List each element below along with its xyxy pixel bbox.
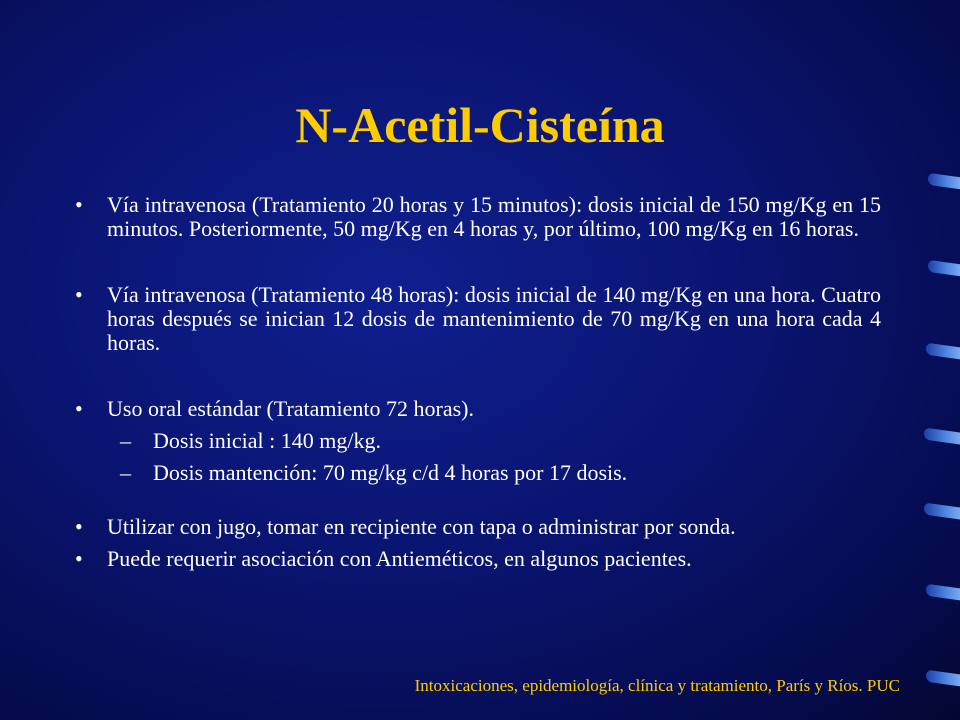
decoration-bar xyxy=(924,502,960,519)
sub-bullet-text: Dosis inicial : 140 mg/kg. xyxy=(153,428,381,453)
bullet-item xyxy=(75,397,881,421)
slide-title: N-Acetil-Cisteína xyxy=(295,97,665,153)
bullet-text: Vía intravenosa (Tratamiento 48 horas): dosis inicial de 140 mg/Kg en una hora. Cuatro horas después se inician 12 dosis de mantenimiento de 70 mg/Kg en una hora cada 4 horas. xyxy=(107,282,881,355)
decoration-bar xyxy=(926,670,960,687)
bullet-mark: • xyxy=(75,396,83,421)
citation-footer: Intoxicaciones, epidemiología, clínica y tratamiento, París y Ríos. PUC xyxy=(414,676,900,695)
decoration-bar xyxy=(928,260,960,276)
bullet-item xyxy=(75,547,881,571)
bullet-mark: • xyxy=(75,192,83,217)
bullet-mark: • xyxy=(75,282,83,307)
slide-content xyxy=(75,193,881,571)
bullet-mark: • xyxy=(75,546,83,571)
sub-bullet-item xyxy=(75,429,881,453)
sub-bullet-mark: – xyxy=(120,460,131,485)
bullet-item xyxy=(75,515,881,539)
decoration-bar xyxy=(924,427,960,444)
bullet-text: Vía intravenosa (Tratamiento 20 horas y 15 minutos): dosis inicial de 150 mg/Kg en 15 minutos. Posteriormente, 50 mg/Kg en 4 horas y, por último, 100 mg/Kg en 16 horas. xyxy=(107,192,881,241)
decoration-bar xyxy=(928,173,960,189)
sub-bullet-mark: – xyxy=(120,428,131,453)
bullet-text: Utilizar con jugo, tomar en recipiente con tapa o administrar por sonda. xyxy=(107,514,736,539)
sub-bullet-text: Dosis mantención: 70 mg/kg c/d 4 horas por 17 dosis. xyxy=(153,460,628,485)
bullet-item xyxy=(75,193,881,241)
decoration-bar xyxy=(926,343,960,360)
bullet-mark: • xyxy=(75,514,83,539)
bullet-text: Puede requerir asociación con Antieméticos, en algunos pacientes. xyxy=(107,546,692,571)
bullet-text: Uso oral estándar (Tratamiento 72 horas). xyxy=(107,396,474,421)
sub-bullet-item xyxy=(75,461,881,485)
bullet-item xyxy=(75,283,881,355)
decoration-bar xyxy=(926,584,960,601)
